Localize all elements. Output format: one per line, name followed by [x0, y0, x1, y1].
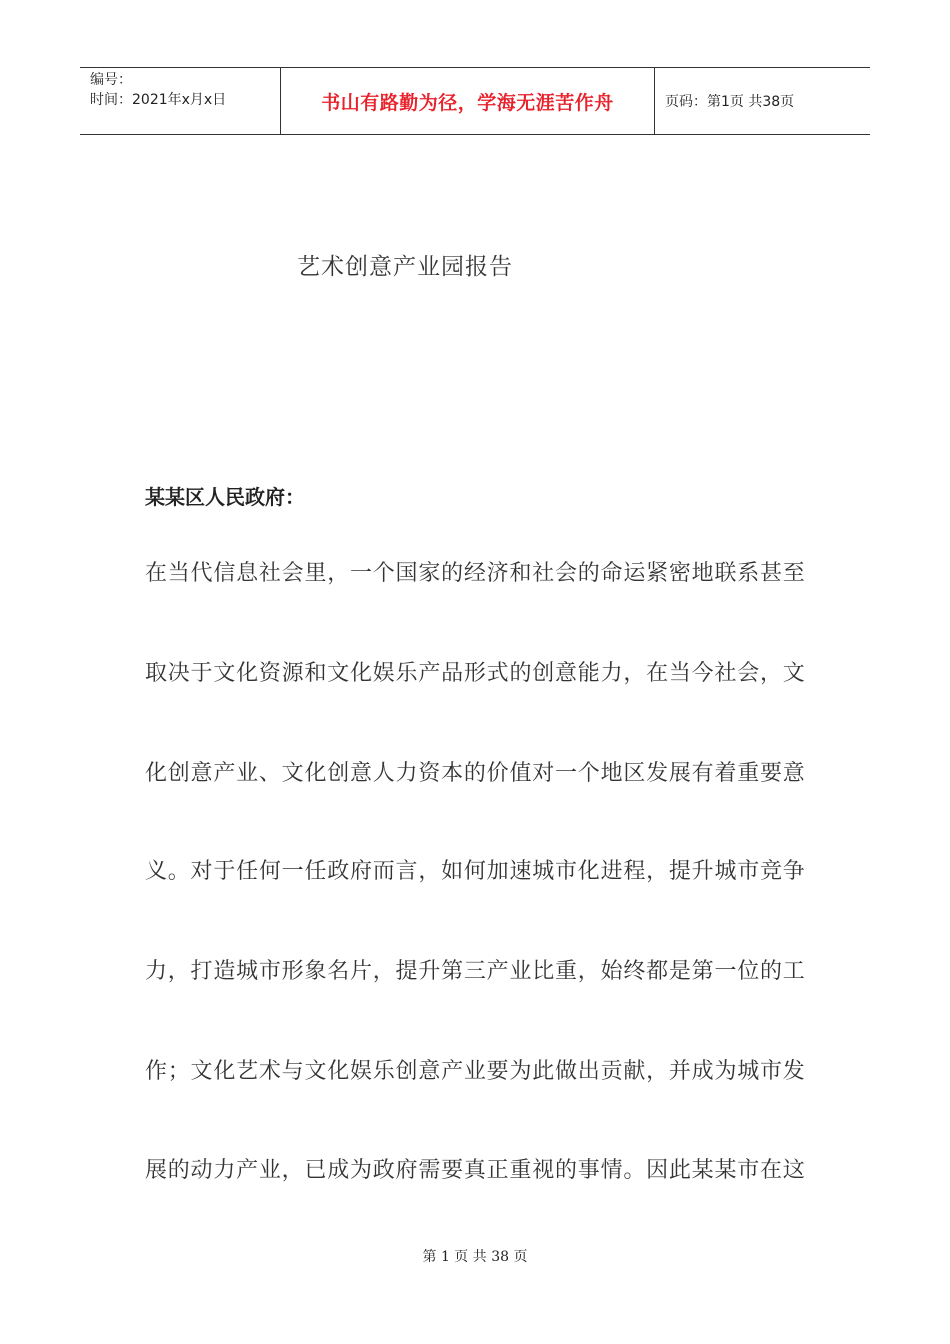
- page-info-text: 页码：第1页 共38页: [665, 94, 795, 110]
- header-page-cell: [655, 68, 870, 134]
- salutation: 某某区人民政府：: [145, 485, 305, 509]
- motto-text: 书山有路勤为径，学海无涯苦作舟: [321, 91, 614, 114]
- body-line: 力，打造城市形象名片，提升第三产业比重，始终都是第一位的工: [145, 959, 805, 984]
- body-line: 取决于文化资源和文化娱乐产品形式的创意能力，在当今社会，文: [145, 661, 805, 686]
- serial-number-label: 编号：: [90, 72, 132, 88]
- header-motto-cell: [281, 68, 655, 134]
- body-line: 展的动力产业，已成为政府需要真正重视的事情。因此某某市在这: [145, 1158, 805, 1183]
- header-meta-cell: [80, 68, 281, 134]
- body-line: 在当代信息社会里，一个国家的经济和社会的命运紧密地联系甚至: [145, 561, 805, 586]
- body-line: 义。对于任何一任政府而言，如何加速城市化进程，提升城市竞争: [145, 859, 805, 884]
- time-label: 时间：2021年x月x日: [90, 92, 227, 108]
- body-line: 化创意产业、文化创意人力资本的价值对一个地区发展有着重要意: [145, 761, 805, 786]
- header-table: [80, 67, 870, 135]
- page-footer: 第 1 页 共 38 页: [422, 1249, 528, 1265]
- document-title: 艺术创意产业园报告: [297, 254, 513, 280]
- body-line: 作；文化艺术与文化娱乐创意产业要为此做出贡献，并成为城市发: [145, 1059, 805, 1084]
